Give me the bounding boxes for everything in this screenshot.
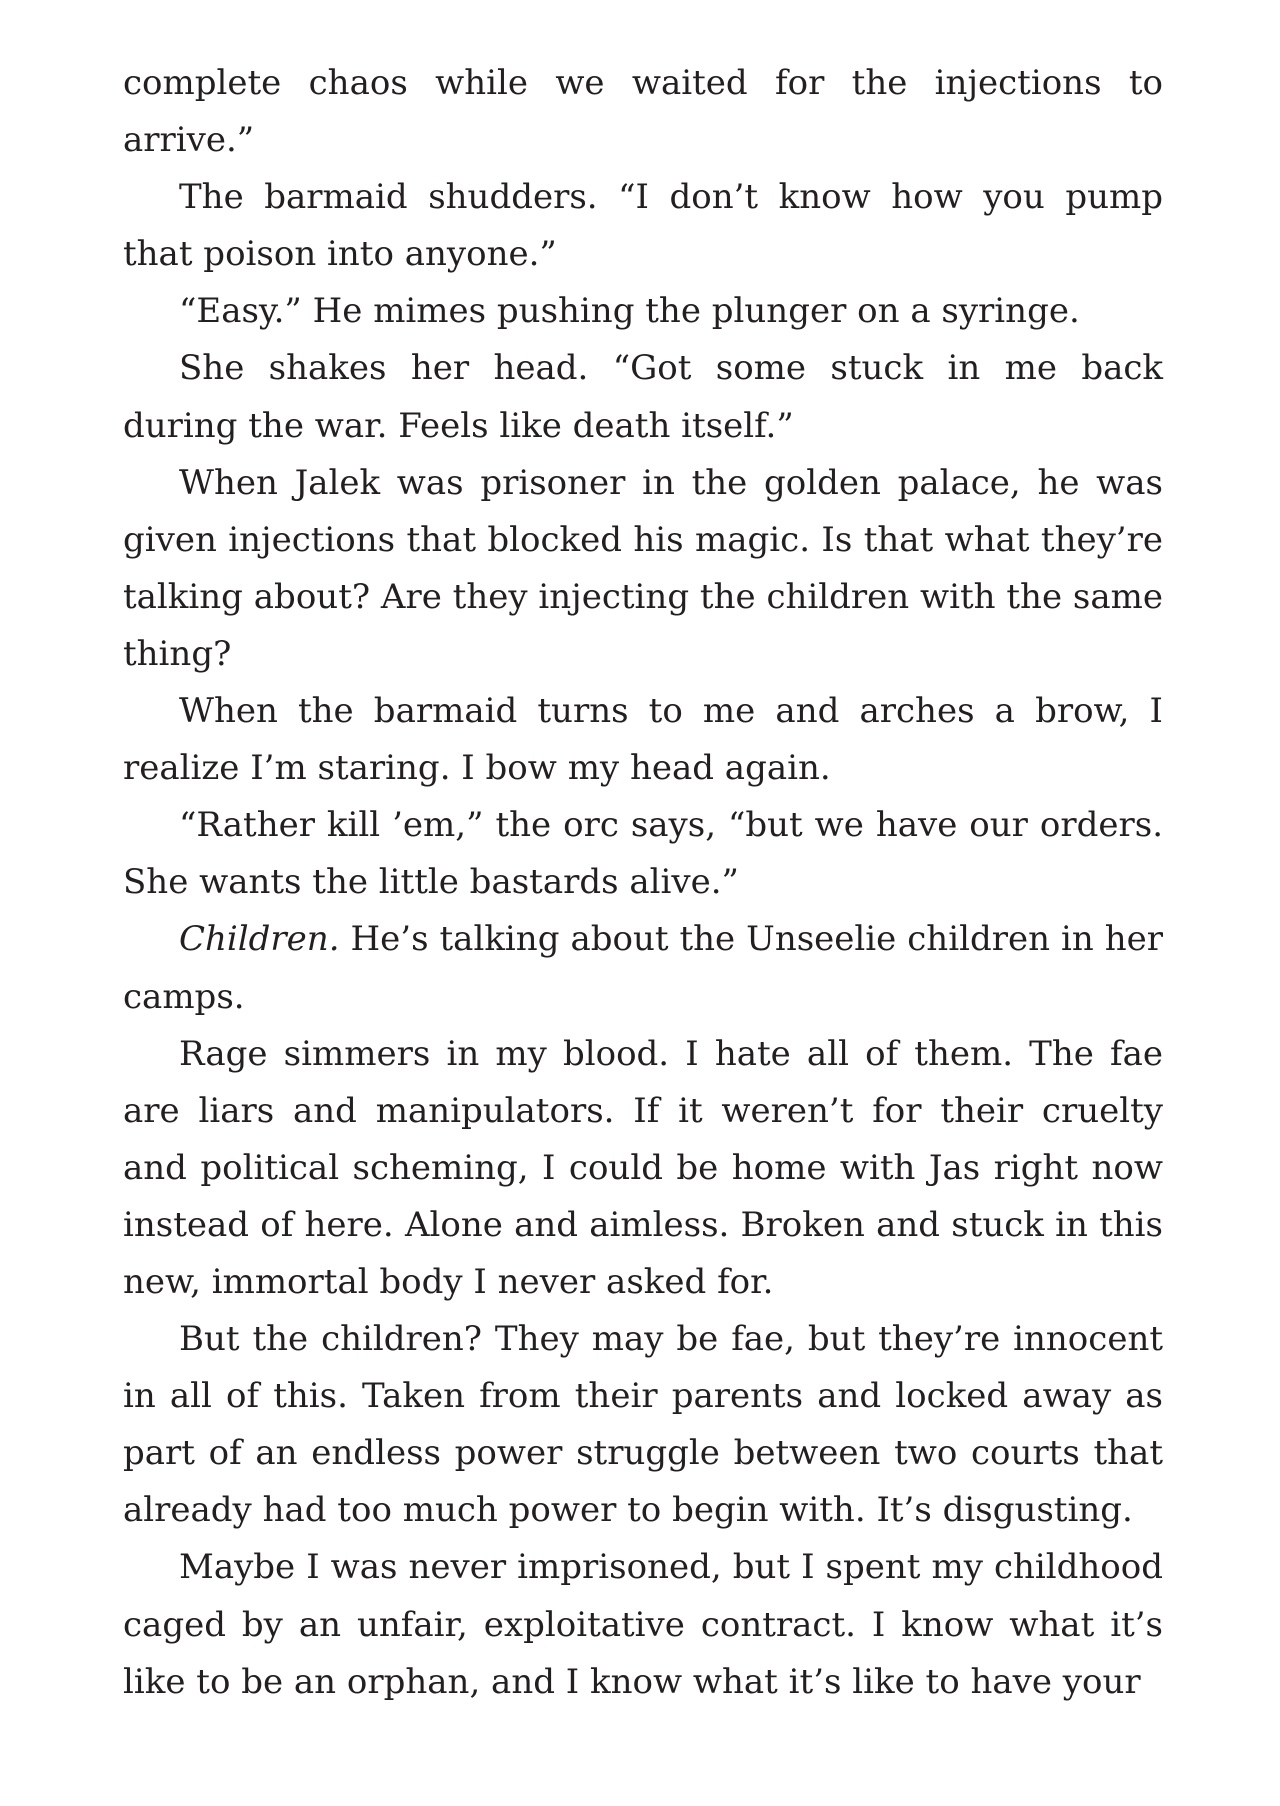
paragraph: Rage simmers in my blood. I hate all of them. The fae are liars and manipulators. If it weren’t for their cruelty and political scheming, I could be home with Jas right now instead of here. Alone and aimless. Broken and stuck in this new, immortal body I never asked for. — [123, 1033, 1163, 1302]
paragraph: When the barmaid turns to me and arches a brow, I realize I’m staring. I bow my head again. — [123, 691, 1163, 789]
paragraph: But the children? They may be fae, but they’re innocent in all of this. Taken from their parents and locked away as part of an endless power struggle between two courts that already had too much power to begin with. It’s disgusting. — [123, 1319, 1163, 1531]
paragraph: The barmaid shudders. “I don’t know how you pump that poison into anyone.” — [123, 177, 1163, 275]
body-text — [123, 55, 1163, 1711]
paragraph: “Rather kill ’em,” the orc says, “but we have our orders. She wants the little bastards alive.” — [123, 805, 1163, 903]
paragraph: “Easy.” He mimes pushing the plunger on a syringe. — [179, 291, 1080, 332]
paragraph: Maybe I was never imprisoned, but I spent my childhood caged by an unfair, exploitative contract. I know what it’s like to be an orphan, and I know what it’s like to have your — [123, 1547, 1163, 1702]
italic-word: Children. — [179, 919, 340, 960]
paragraph-italic-lead — [123, 911, 1163, 1025]
paragraph: She shakes her head. “Got some stuck in me back during the war. Feels like death itself.” — [123, 348, 1163, 446]
paragraph: When Jalek was prisoner in the golden palace, he was given injections that blocked his magic. Is that what they’re talking about? Are they injecting the children with the same thing? — [123, 462, 1163, 674]
paragraph-continued: complete chaos while we waited for the injections to arrive.” — [123, 63, 1163, 161]
paragraph-rest: He’s talking about the Unseelie children in her camps. — [123, 919, 1163, 1017]
